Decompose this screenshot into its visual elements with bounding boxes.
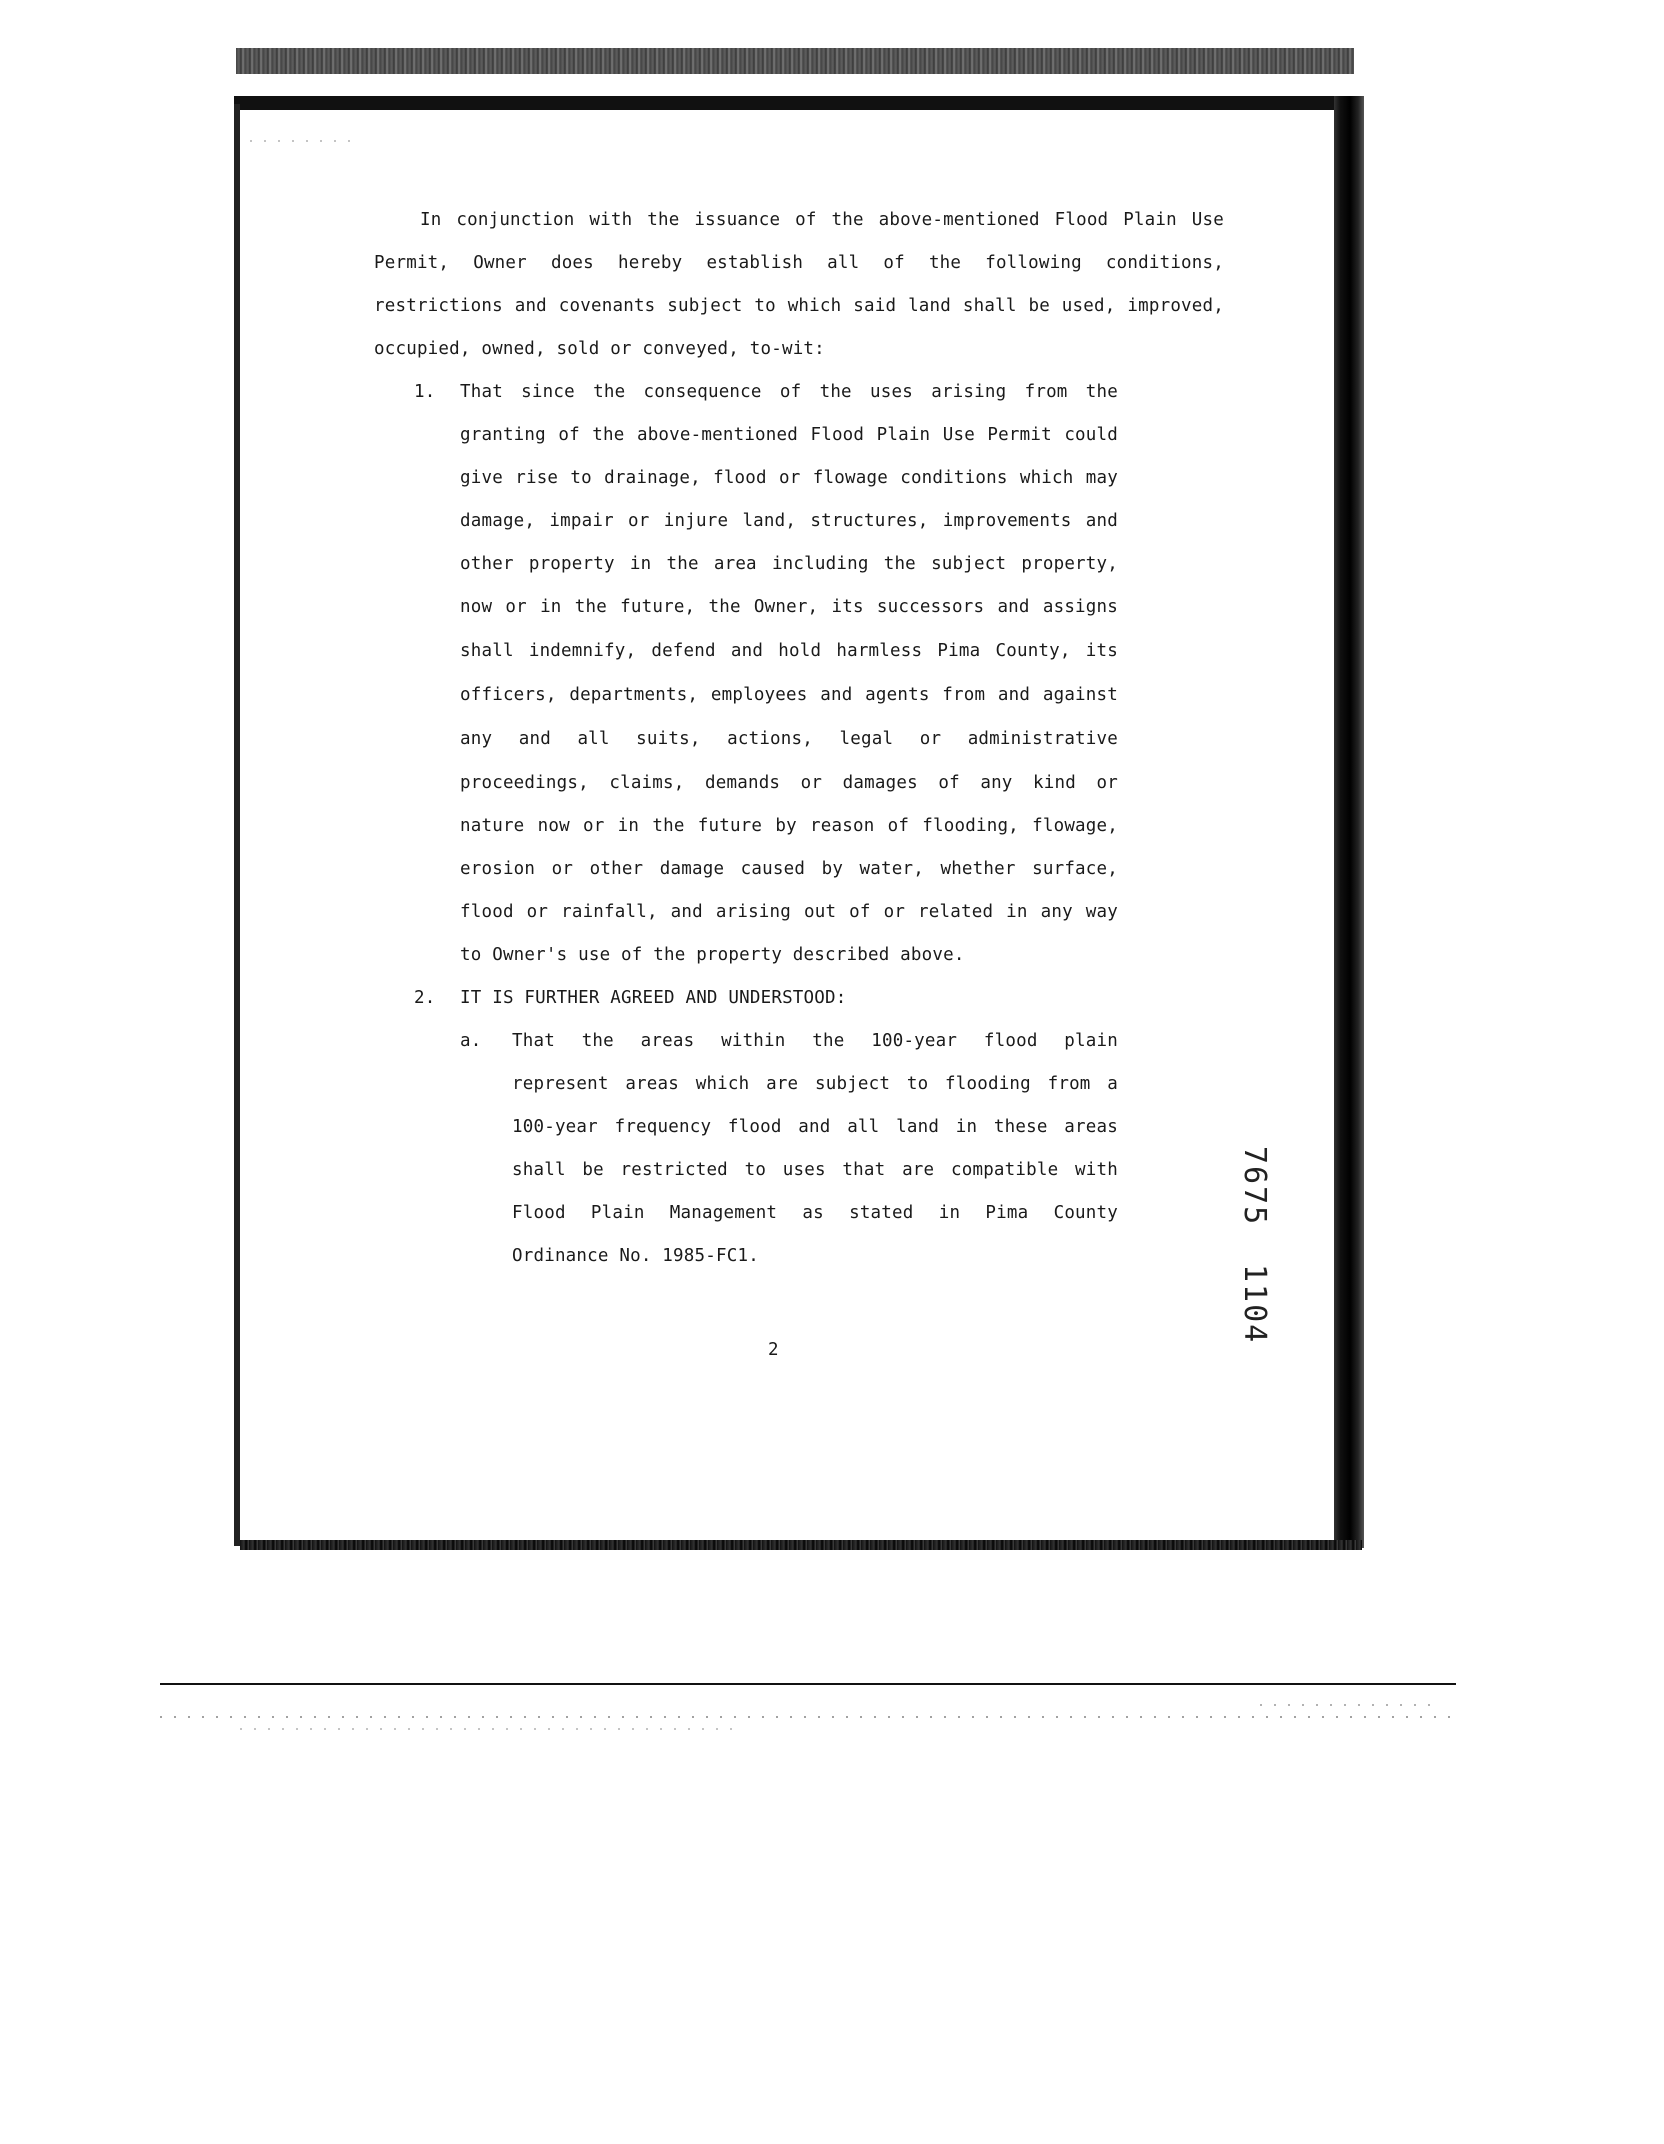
scan-bottom-rule [160,1683,1456,1685]
item-line: to Owner's use of the property described above. [460,945,965,965]
recording-page-number: 1104 [1237,1264,1272,1345]
item-line: That since the consequence of the uses arising from the [460,382,1118,402]
item-line: damage, impair or injure land, structures, improvements and [460,511,1118,531]
subitem-line: Ordinance No. 1985-FC1. [512,1246,759,1266]
item-line: any and all suits, actions, legal or administrative [460,729,1118,749]
item-line: erosion or other damage caused by water, whether surface, [460,859,1118,879]
page-frame-bottom [240,1540,1362,1550]
item-line: flood or rainfall, and arising out of or related in any way [460,902,1118,922]
intro-line: restrictions and covenants subject to which said land shall be used, improved, [374,296,1224,316]
subitem-line: That the areas within the 100-year flood plain [512,1031,1118,1051]
page-frame-left [234,104,240,1546]
intro-line: In conjunction with the issuance of the above-mentioned Flood Plain Use [420,210,1224,230]
scan-noise [250,140,360,142]
page-frame-top [234,96,1356,110]
intro-line: Permit, Owner does hereby establish all of the following conditions, [374,253,1224,273]
item-line: nature now or in the future by reason of flooding, flowage, [460,816,1118,836]
item-heading: IT IS FURTHER AGREED AND UNDERSTOOD: [460,988,847,1008]
item-line: now or in the future, the Owner, its successors and assigns [460,597,1118,617]
item-line: officers, departments, employees and agents from and against [460,685,1118,705]
item-line: shall indemnify, defend and hold harmless Pima County, its [460,641,1118,661]
subitem-line: shall be restricted to uses that are compatible with [512,1160,1118,1180]
subitem-line: represent areas which are subject to flooding from a [512,1074,1118,1094]
subitem-letter: a. [460,1031,482,1051]
item-line: give rise to drainage, flood or flowage conditions which may [460,468,1118,488]
recording-book-number: 7675 [1237,1146,1272,1227]
item-number: 1. [414,382,436,402]
intro-line: occupied, owned, sold or conveyed, to-wit: [374,339,825,359]
page-number: 2 [768,1340,779,1360]
item-line: proceedings, claims, demands or damages of any kind or [460,773,1118,793]
scan-noise [160,1716,1450,1718]
item-number: 2. [414,988,436,1008]
subitem-line: 100-year frequency flood and all land in these areas [512,1117,1118,1137]
item-line: other property in the area including the subject property, [460,554,1118,574]
scan-noise [1260,1704,1440,1706]
subitem-line: Flood Plain Management as stated in Pima County [512,1203,1118,1223]
recording-stamp [1220,1140,1290,1370]
item-line: granting of the above-mentioned Flood Plain Use Permit could [460,425,1118,445]
scan-edge-band [236,48,1354,74]
page-frame-right [1334,96,1364,1548]
scan-noise [240,1728,740,1730]
